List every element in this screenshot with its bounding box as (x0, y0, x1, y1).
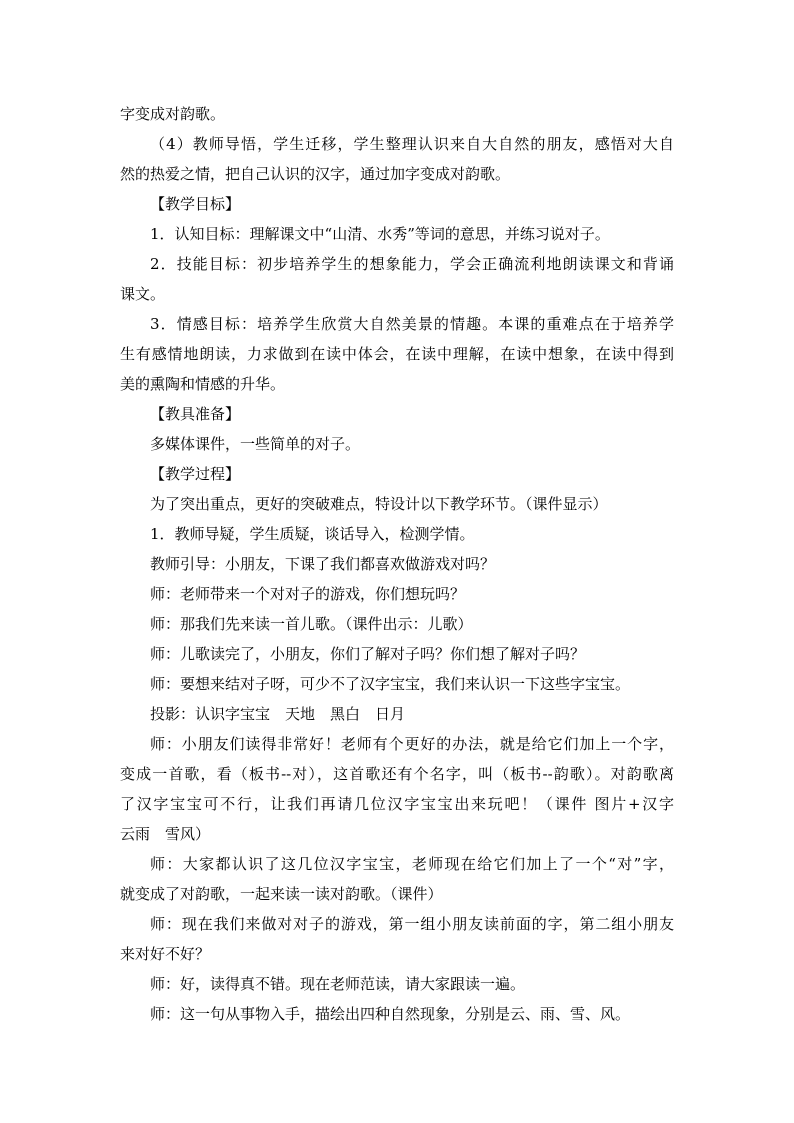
text-line: 投影：认识字宝宝 天地 黑白 日月 (150, 705, 406, 723)
text-line: 美的熏陶和情感的升华。 (120, 375, 286, 393)
section-heading: 【教学目标】 (150, 195, 241, 213)
text-line: 云雨 雪风） (120, 825, 211, 843)
section-heading: 【教具准备】 (150, 405, 241, 423)
text-line: 师：老师带来一个对对子的游戏，你们想玩吗？ (150, 585, 466, 603)
text-line: 课文。 (120, 285, 166, 303)
text-line: 为了突出重点，更好的突破难点，特设计以下教学环节。（课件显示） (150, 495, 608, 513)
text-line: 就变成了对韵歌，一起来读一读对韵歌。（课件） (120, 885, 443, 903)
text-line: 师：那我们先来读一首儿歌。（课件出示：儿歌） (150, 615, 473, 633)
text-line: 1．认知目标：理解课文中“山清、水秀”等词的意思，并练习说对子。 (150, 225, 610, 243)
text-line: 师：这一句从事物入手，描绘出四种自然现象，分别是云、雨、雪、风。 (150, 1005, 631, 1023)
text-line: 1．教师导疑，学生质疑，谈话导入，检测学情。 (150, 525, 475, 543)
text-line: 来对好不好？ (120, 945, 211, 963)
text-line: （4）教师导悟，学生迁移，学生整理认识来自大自然的朋友，感悟对大自 (150, 135, 674, 153)
text-line: 2．技能目标：初步培养学生的想象能力，学会正确流利地朗读课文和背诵 (150, 255, 674, 273)
text-line: 3．情感目标：培养学生欣赏大自然美景的情趣。本课的重难点在于培养学 (150, 315, 674, 333)
text-line: 然的热爱之情，把自己认识的汉字，通过加字变成对韵歌。 (120, 165, 511, 183)
text-line: 变成一首歌，看（板书--对），这首歌还有个名字，叫（板书--韵歌）。对韵歌离 (120, 765, 674, 783)
text-line: 师：好，读得真不错。现在老师范读，请大家跟读一遍。 (150, 975, 526, 993)
text-line: 师：要想来结对子呀，可少不了汉字宝宝，我们来认识一下这些字宝宝。 (150, 675, 631, 693)
text-line: 生有感情地朗读，力求做到在读中体会，在读中理解，在读中想象，在读中得到 (120, 345, 674, 363)
text-line: 师：儿歌读完了，小朋友，你们了解对子吗？你们想了解对子吗？ (150, 645, 586, 663)
document-body (120, 99, 674, 1029)
text-line: 教师引导：小朋友，下课了我们都喜欢做游戏对吗？ (150, 555, 496, 573)
text-line: 师：大家都认识了这几位汉字宝宝，老师现在给它们加上了一个“对”字， (150, 855, 674, 873)
text-line: 多媒体课件，一些简单的对子。 (150, 435, 361, 453)
text-line: 师：小朋友们读得非常好！老师有个更好的办法，就是给它们加上一个字， (150, 735, 674, 753)
text-line: 字变成对韵歌。 (120, 105, 226, 123)
section-heading: 【教学过程】 (150, 465, 241, 483)
text-line: 了汉字宝宝可不行，让我们再请几位汉字宝宝出来玩吧！（课件 图片+汉字 (120, 795, 674, 813)
text-line: 师：现在我们来做对对子的游戏，第一组小朋友读前面的字，第二组小朋友 (150, 915, 674, 933)
